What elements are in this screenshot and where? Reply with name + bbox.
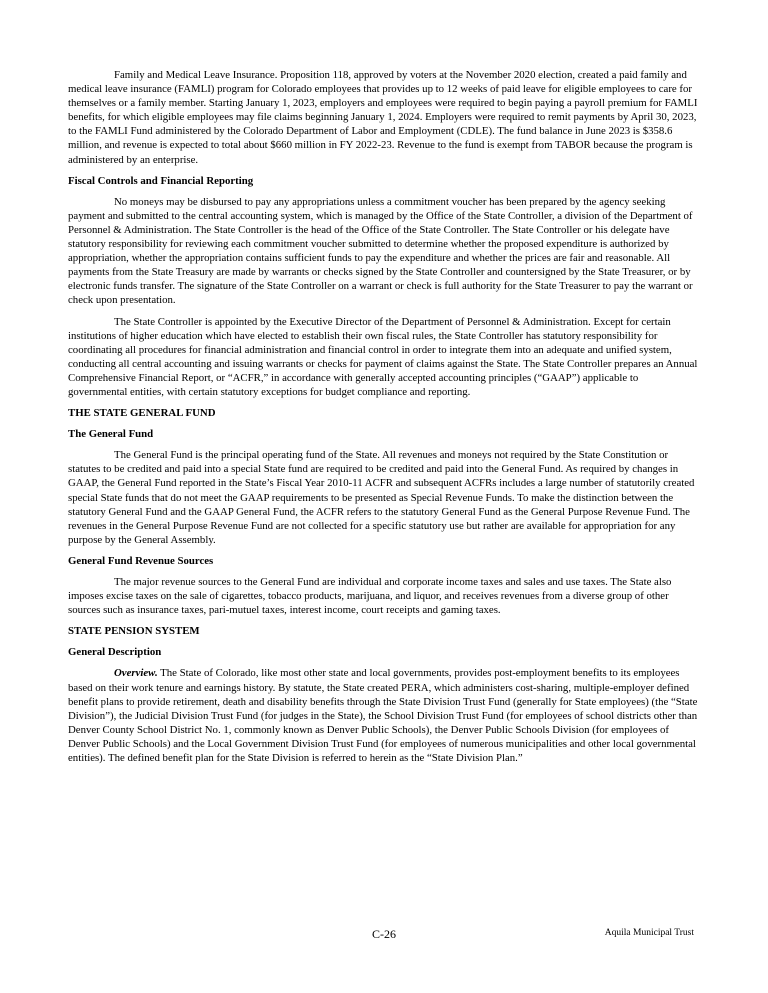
revenue-sources-heading: General Fund Revenue Sources bbox=[68, 554, 214, 567]
general-description-heading: General Description bbox=[68, 646, 162, 659]
general-fund-paragraph: The General Fund is the principal operating fund of the State. All revenues and moneys not required by the State Constitution or statutes to be credited and paid into a special State fund are required to be credited and paid into the General Fund. As required by changes in GAAP, the General Fund reported in the State’s Fiscal Year 2010-11 ACFR and subsequent ACFRs includes a large number of statutorily created special State funds that do not meet the GAAP requirements to be presented as Special Revenue Funds. To make the distinction between the statutory General Fund and the GAAP General Fund, the ACFR refers to the statutory General Fund as the General Purpose Revenue Fund. The revenues in the General Purpose Revenue Fund are not collected for a specific statutory use but rather are available for appropriation for any purpose by the General Assembly. bbox=[68, 449, 695, 546]
fiscal-controls-paragraph-2: The State Controller is appointed by the Executive Director of the Department of Personnel & Administration. Except for certain institutions of higher education which have elected to establish their own fiscal rules, the State Controller has statutory responsibility for coordinating all procedures for financial administration and financial control in order to integrate them into an adequate and unified system, conducting all central accounting and issuing warrants or checks for payment of claims against the State. The State Controller prepares an Annual Comprehensive Financial Report, or “ACFR,” in accordance with generally accepted accounting principles (“GAAP”) applicable to governmental entities, with certain statutory exceptions for budget compliance and reporting. bbox=[68, 315, 698, 398]
fiscal-controls-heading: Fiscal Controls and Financial Reporting bbox=[68, 174, 254, 187]
general-fund-section-heading: THE STATE GENERAL FUND bbox=[68, 407, 216, 420]
revenue-sources-paragraph: The major revenue sources to the General Fund are individual and corporate income taxes and sales and use taxes. The State also imposes excise taxes on the sale of cigarettes, tobacco products, marijuana, and liquor, and receives revenues from a diverse group of other sources such as insurance taxes, pari-mutuel taxes, interest income, court receipts and gaming taxes. bbox=[68, 576, 672, 617]
page-number: C-26 bbox=[372, 927, 396, 941]
overview-text: The State of Colorado, like most other state and local governments, provides post-employment benefits to its employees based on their work tenure and earnings history. By statute, the State created PERA, which administers cost-sharing, multiple-employer defined benefit plans to provide retirement, death and disability benefits through the State Division Trust Fund (generally for State employees) (the “State Division”), the Judicial Division Trust Fund (for judges in the State), the School Division Trust Fund (for employees of school districts other than Denver County School District No. 1, commonly known as Denver Public Schools), the Denver Public Schools Division (for employees of Denver Public Schools) and the Local Government Division Trust Fund (for employees of numerous municipalities and other local governmental entities). The defined benefit plan for the State Division is referred to herein as the “State Division Plan.” bbox=[68, 667, 698, 765]
overview-lead: Overview. bbox=[114, 667, 158, 680]
page-footer bbox=[68, 927, 700, 943]
document-body bbox=[68, 68, 700, 772]
footer-brand: Aquila Municipal Trust bbox=[604, 928, 694, 938]
general-fund-heading: The General Fund bbox=[68, 428, 154, 441]
fiscal-controls-paragraph-1: No moneys may be disbursed to pay any appropriations unless a commitment voucher has been prepared by the agency seeking payment and submitted to the central accounting system, which is managed by the Office of the State Controller, a division of the Department of Personnel & Administration. The State Controller is the head of the Office of the State Controller. The State Controller or his delegate have statutory responsibility for reviewing each commitment voucher submitted to determine whether the proposed expenditure is authorized by appropriation, whether the appropriation contains sufficient funds to pay the expenditure and whether the prices are fair and reasonable. All payments from the State Treasury are made by warrants or checks signed by the State Controller and countersigned by the State Treasurer, or by electronic funds transfer. The signature of the State Controller on a warrant or check is full authority for the State Treasurer to pay the warrant or check upon presentation. bbox=[68, 195, 693, 307]
pension-section-heading: STATE PENSION SYSTEM bbox=[68, 625, 200, 638]
famli-paragraph: Family and Medical Leave Insurance. Proposition 118, approved by voters at the November 2020 election, created a paid family and medical leave insurance (FAMLI) program for Colorado employees that provides up to 12 weeks of paid leave for eligible employees to care for themselves or a family member. Starting January 1, 2023, employers and employees were required to begin paying a payroll premium for FAMLI benefits, for which eligible employees may file claims beginning January 1, 2024. Employers were required to remit payments by April 30, 2023, to the FAMLI Fund administered by the Colorado Department of Labor and Employment (CDLE). The fund balance in June 2023 is $358.6 million, and revenue is expected to total about $660 million in FY 2022-23. Revenue to the fund is exempt from TABOR because the program is administered by an enterprise. bbox=[68, 69, 698, 166]
overview-paragraph bbox=[68, 666, 700, 765]
